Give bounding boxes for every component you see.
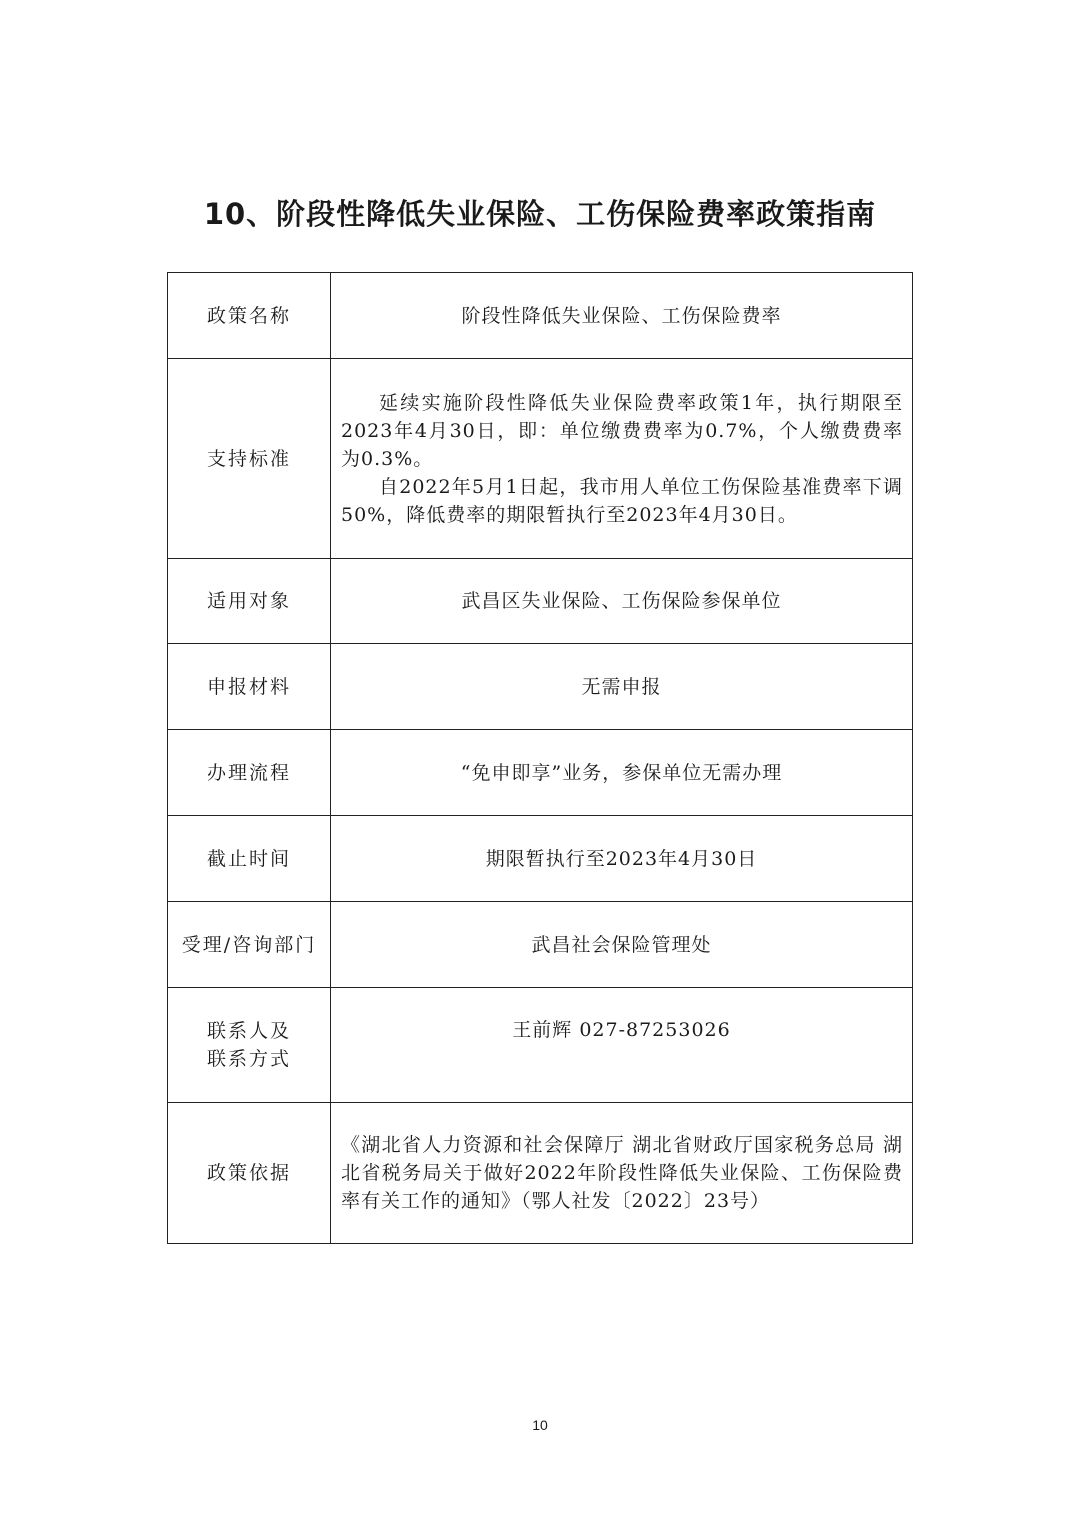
page-number: 10	[532, 1417, 548, 1433]
policy-table	[167, 272, 913, 1244]
row-value	[331, 359, 913, 559]
row-label: 政策名称	[168, 273, 331, 359]
row-value: 阶段性降低失业保险、工伤保险费率	[331, 273, 913, 359]
row-value	[331, 1103, 913, 1244]
table-row-deadline	[168, 816, 913, 902]
row-value: 期限暂执行至2023年4月30日	[331, 816, 913, 902]
row-value: “免申即享”业务，参保单位无需办理	[331, 730, 913, 816]
row-value: 王前辉 027-87253026	[331, 988, 913, 1103]
table-row-policy-basis	[168, 1103, 913, 1244]
row-label: 受理/咨询部门	[168, 902, 331, 988]
row-label: 适用对象	[168, 559, 331, 644]
row-value: 无需申报	[331, 644, 913, 730]
table-row-department	[168, 902, 913, 988]
table-row-applicable-target	[168, 559, 913, 644]
table-row-policy-name	[168, 273, 913, 359]
page-title: 10、阶段性降低失业保险、工伤保险费率政策指南	[203, 197, 877, 231]
paragraph: 《湖北省人力资源和社会保障厅 湖北省财政厅国家税务总局 湖北省税务局关于做好2022年阶段性降低失业保险、工伤保险费率有关工作的通知》（鄂人社发〔2022〕23号）	[341, 1134, 903, 1212]
paragraph: 自2022年5月1日起，我市用人单位工伤保险基准费率下调50%，降低费率的期限暂执行至2023年4月30日。	[341, 475, 903, 526]
table-row-application-materials	[168, 644, 913, 730]
table-row-contact	[168, 988, 913, 1103]
row-label: 联系人及联系方式	[168, 988, 331, 1103]
row-value: 武昌区失业保险、工伤保险参保单位	[331, 559, 913, 644]
row-label: 支持标准	[168, 359, 331, 559]
table-row-process	[168, 730, 913, 816]
table-row-support-standard	[168, 359, 913, 559]
paragraph: 延续实施阶段性降低失业保险费率政策1年，执行期限至2023年4月30日，即：单位缴费费率为0.7%，个人缴费费率为0.3%。	[341, 391, 903, 470]
row-label: 政策依据	[168, 1103, 331, 1244]
row-label: 截止时间	[168, 816, 331, 902]
row-label: 申报材料	[168, 644, 331, 730]
row-value: 武昌社会保险管理处	[331, 902, 913, 988]
row-label: 办理流程	[168, 730, 331, 816]
